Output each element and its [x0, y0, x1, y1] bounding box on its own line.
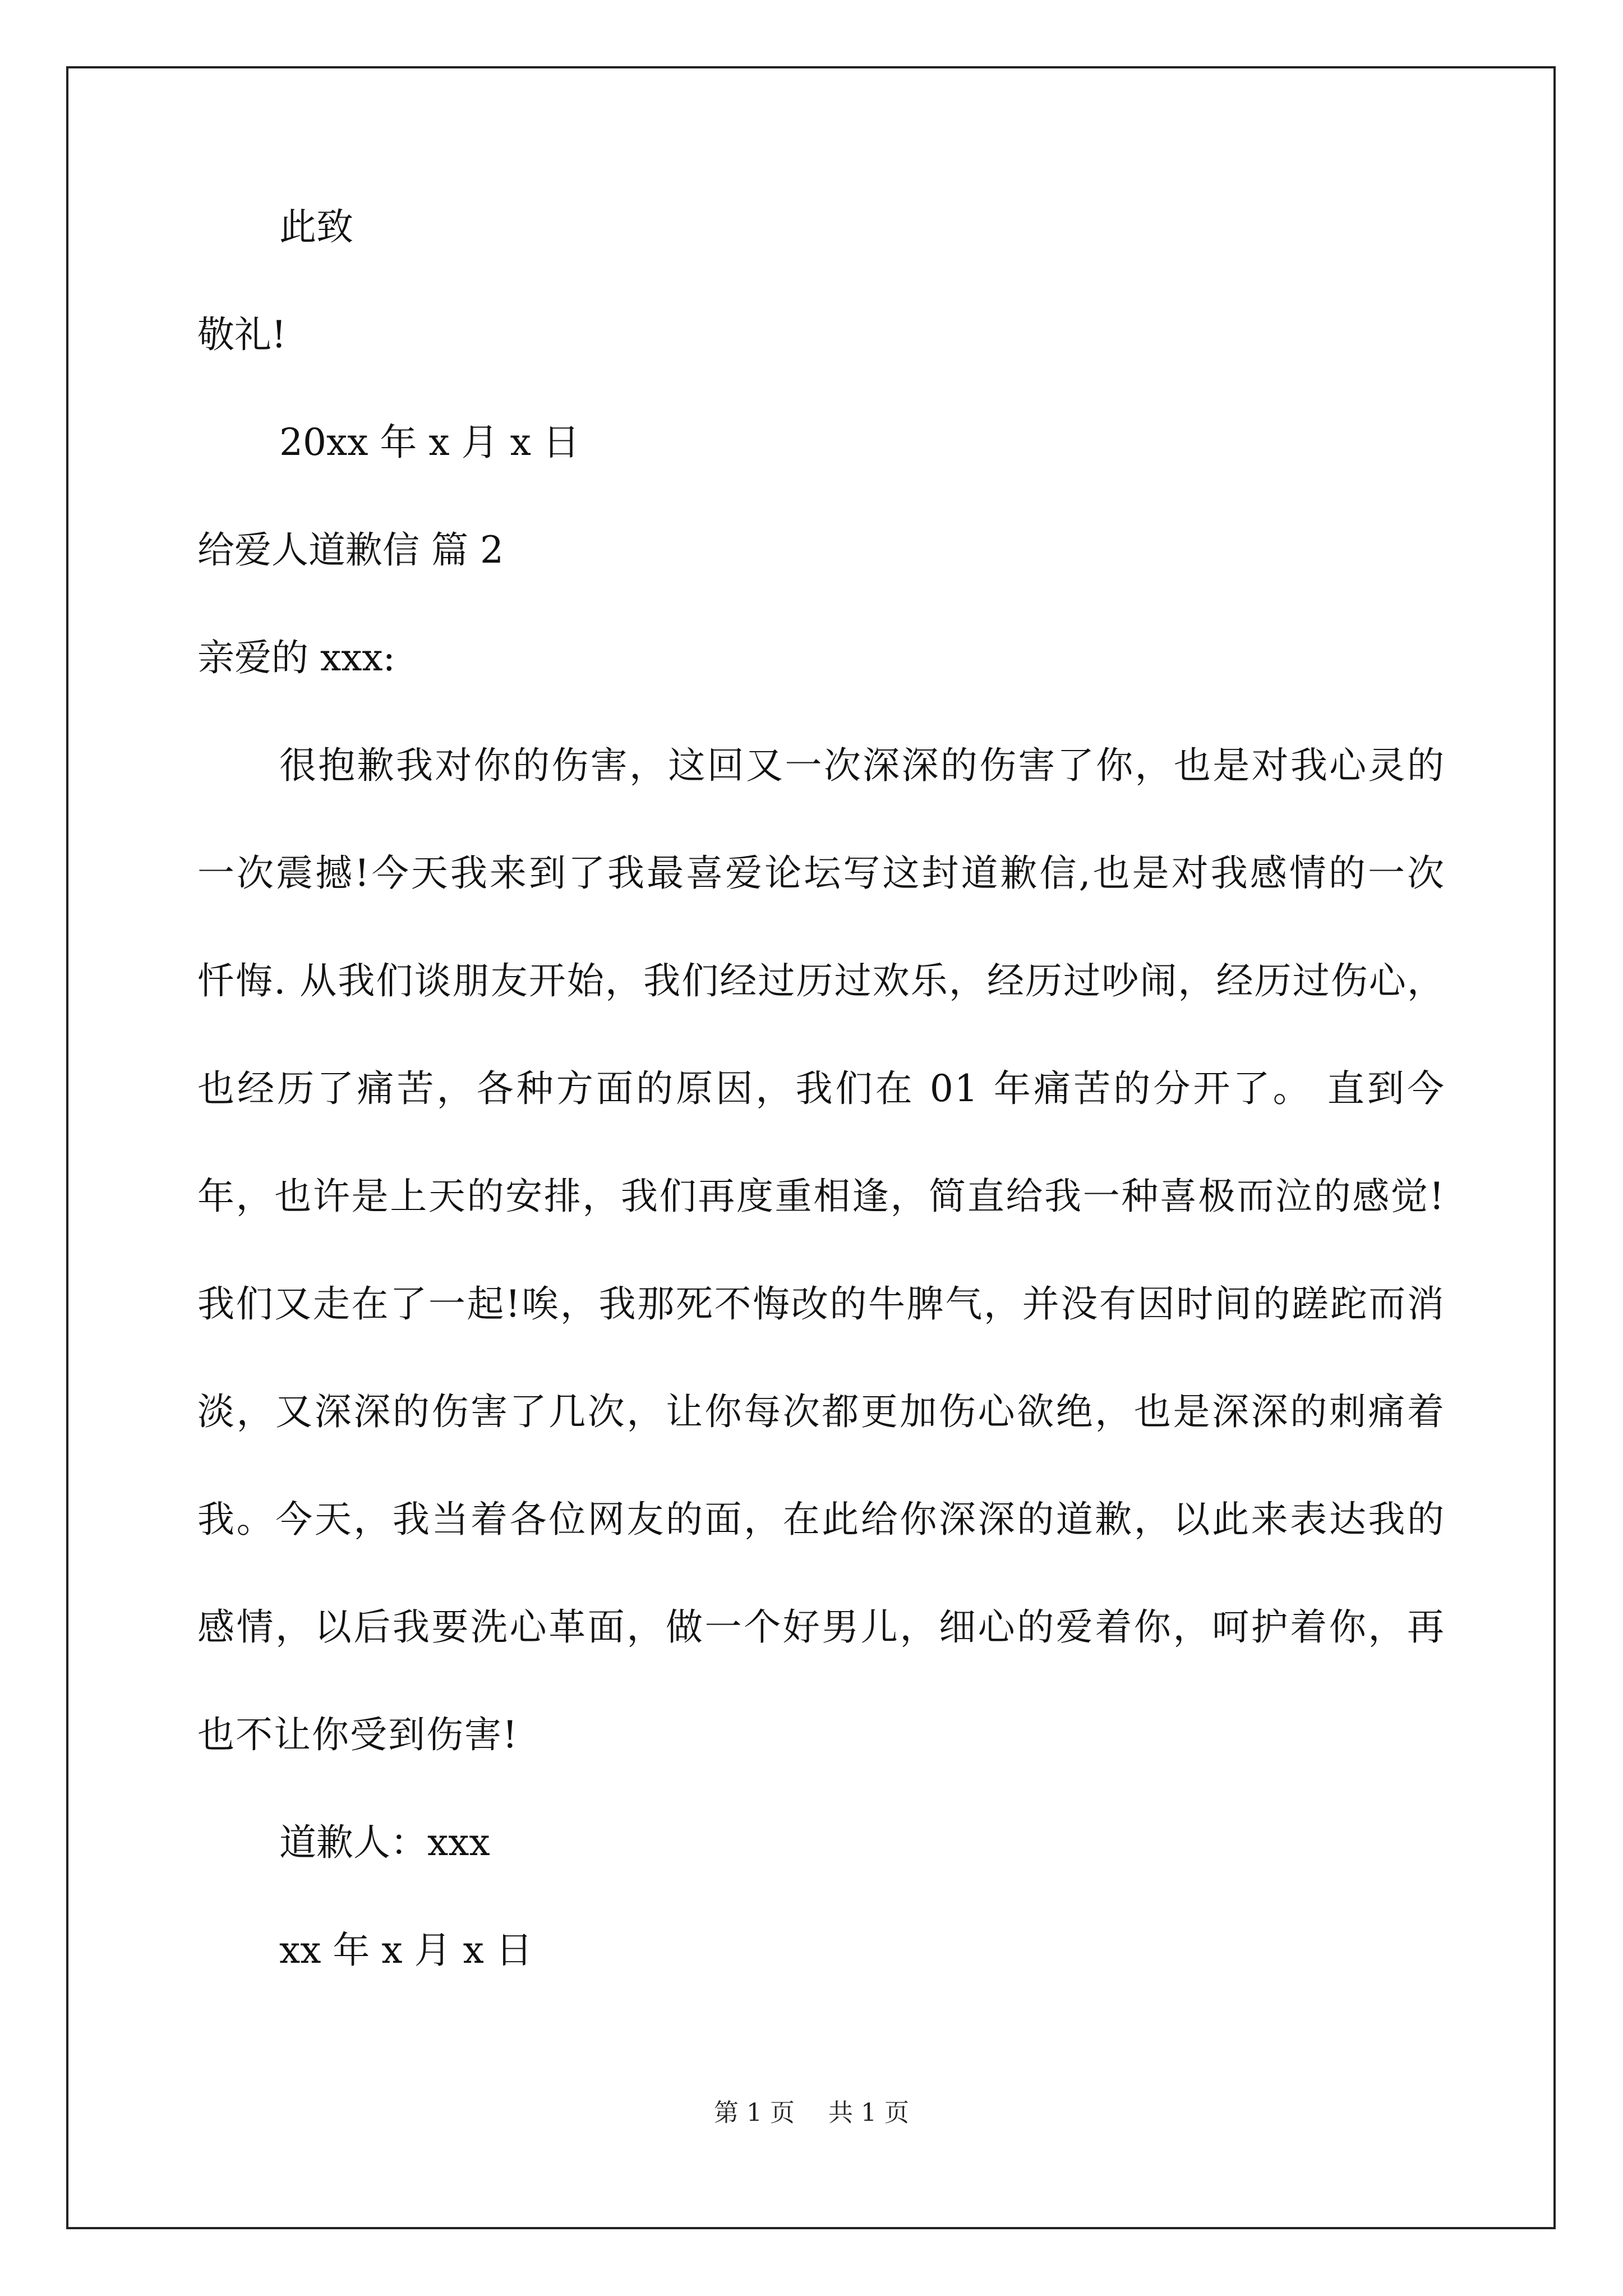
date-line-2: xx 年 x 月 x 日	[279, 1929, 533, 1972]
section-heading: 给爱人道歉信 篇 2	[197, 528, 504, 572]
greeting-line: 亲爱的 xxx:	[197, 636, 395, 679]
letter-body: 很抱歉我对你的伤害，这回又一次深深的伤害了你，也是对我心灵的一次震撼!今天我来到了我最喜爱论坛写这封道歉信,也是对我感情的一次忏悔. 从我们谈朋友开始，我们经过历过欢乐，经历过吵闹，经历过伤心，也经历了痛苦，各种方面的原因，我们在 01 年痛苦的分开了。 直到今年，也许是上天的安排，我们再度重相逢，简直给我一种喜极而泣的感觉!我们又走在了一起!唉，我那死不悔改的牛脾气，并没有因时间的蹉跎而消淡，又深深的伤害了几次，让你每次都更加伤心欲绝，也是深深的刺痛着我。今天，我当着各位网友的面，在此给你深深的道歉，以此来表达我的感情，以后我要洗心革面，做一个好男儿，细心的爱着你，呵护着你，再也不让你受到伤害!	[197, 744, 1445, 1756]
salute-line: 敬礼!	[197, 313, 287, 356]
signer-line: 道歉人：xxx	[279, 1821, 490, 1864]
date-line-1: 20xx 年 x 月 x 日	[279, 421, 580, 464]
closing-line: 此致	[279, 205, 353, 249]
page-footer	[0, 2101, 1623, 2125]
document-content	[197, 205, 1445, 1972]
page-number-current: 第 1 页	[714, 2099, 795, 2127]
page-number-total: 共 1 页	[828, 2099, 909, 2127]
